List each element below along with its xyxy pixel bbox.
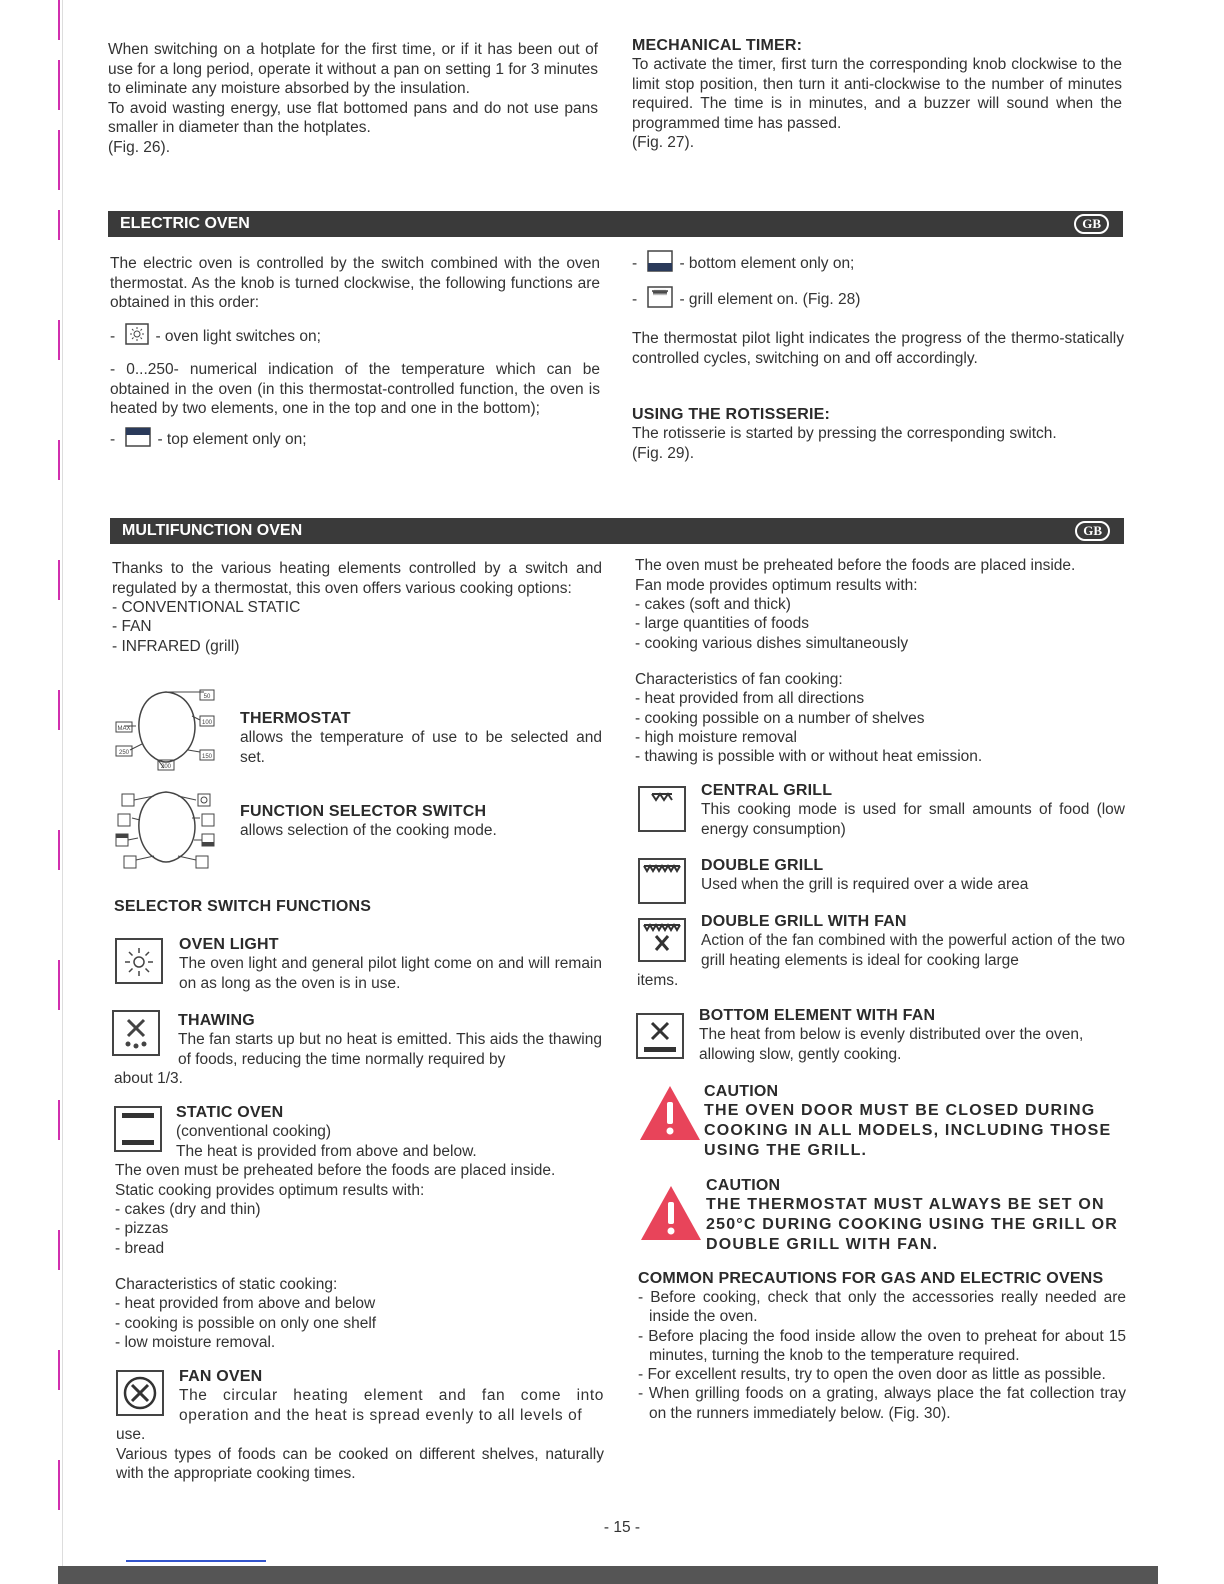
item-grill-element: - - grill element on. (Fig. 28) — [632, 286, 1124, 314]
oven-light-block — [179, 936, 602, 993]
fan-mode-results: Fan mode provides optimum results with: — [635, 576, 918, 594]
oven-light-title: OVEN LIGHT — [179, 936, 279, 953]
central-grill-title: CENTRAL GRILL — [701, 782, 833, 799]
margin-line — [58, 0, 60, 40]
dial-label: 100 — [201, 720, 213, 726]
item-bottom-element: - - bottom element only on; — [632, 250, 1124, 278]
margin-line — [58, 1100, 60, 1140]
rotisserie-fig: (Fig. 29). — [632, 444, 695, 462]
list-item: - heat provided from above and below — [115, 1294, 605, 1313]
thermostat-text: allows the temperature of use to be selected and set. — [240, 729, 602, 766]
thawing-icon — [112, 1010, 160, 1056]
oven-light-text: The oven light and general pilot light come on and will remain on as long as the oven is in use. — [179, 955, 602, 992]
margin-line — [58, 960, 60, 1010]
static-oven-text: The heat is provided from above and below. — [176, 1142, 477, 1160]
bottom-element-fan-block — [699, 1007, 1125, 1064]
grill-icon — [647, 286, 673, 314]
fan-mode-info — [635, 556, 1125, 767]
bottom-element-fan-text: The heat from below is evenly distributed over the oven, allowing slow, gently cooking. — [699, 1026, 1084, 1063]
list-item: - bread — [115, 1239, 605, 1258]
timer-text: To activate the timer, first turn the corresponding knob clockwise to the limit stop position, then turn it anti-clockwise to the number of minutes required. The time is in minutes, and a buzzer will sound when the programmed time has passed. — [632, 56, 1122, 132]
caution-1-text: THE OVEN DOOR MUST BE CLOSED DURING COOKING IN ALL MODELS, INCLUDING THOSE USING THE GRILL. — [704, 1102, 1112, 1159]
margin-line — [58, 1230, 60, 1270]
rotisserie-title: USING THE ROTISSERIE: — [632, 406, 830, 423]
list-item: - pizzas — [115, 1219, 605, 1238]
hotplate-fig: (Fig. 26). — [108, 138, 171, 156]
list-item: - cooking is possible on only one shelf — [115, 1314, 605, 1333]
double-grill-text: Used when the grill is required over a wide area — [701, 876, 1029, 893]
selector-functions-heading: SELECTOR SWITCH FUNCTIONS — [114, 898, 372, 915]
margin-line — [58, 130, 60, 190]
static-oven-sub: (conventional cooking) — [176, 1123, 332, 1140]
fan-preheat: The oven must be preheated before the foods are placed inside. — [635, 557, 1076, 574]
lamp-icon — [125, 323, 149, 351]
fan-results-list — [635, 595, 1125, 653]
dial-label: 150 — [201, 754, 213, 760]
timer-title: MECHANICAL TIMER: — [632, 37, 803, 54]
cooking-option: - FAN — [112, 617, 602, 636]
electric-oven-intro: The electric oven is controlled by the switch combined with the oven thermostat. As the knob is turned clockwise, the following functions are obtained in this order: — [110, 255, 600, 311]
top-element-label: - top element only on; — [157, 430, 307, 448]
central-grill-text: This cooking mode is used for small amounts of food (low energy consumption) — [701, 801, 1125, 838]
thermostat-dial-diagram — [114, 688, 218, 772]
list-item: - low moisture removal. — [115, 1333, 605, 1352]
multifunction-oven-title: MULTIFUNCTION OVEN — [122, 522, 303, 539]
dial-label: MAX — [117, 726, 131, 732]
cooking-option: - CONVENTIONAL STATIC — [112, 598, 602, 617]
list-item: - Before placing the food inside allow the oven to preheat for about 15 minutes, turning the knob to the temperature required. — [638, 1327, 1126, 1366]
caution-2-title: CAUTION — [706, 1177, 781, 1194]
double-grill-fan-icon — [638, 918, 686, 962]
fan-oven-text: The circular heating element and fan come into operation and the heat is spread evenly to all levels of — [179, 1387, 604, 1424]
item-oven-light: - - oven light switches on; — [110, 323, 600, 351]
list-item: - thawing is possible with or without heat emission. — [635, 747, 1125, 766]
margin-line — [58, 690, 60, 730]
gb-badge: GB — [1074, 214, 1109, 234]
margin-line — [58, 560, 60, 600]
fan-char-title: Characteristics of fan cooking: — [635, 670, 843, 688]
margin-line — [58, 1350, 60, 1390]
caution-1-title: CAUTION — [704, 1083, 779, 1100]
fan-oven-tail: use. — [116, 1426, 146, 1443]
static-results: Static cooking provides optimum results with: — [115, 1181, 425, 1199]
fan-char-list — [635, 689, 1125, 766]
selector-desc — [240, 803, 602, 841]
page-number: - 15 - — [603, 1519, 641, 1536]
thermostat-title: THERMOSTAT — [240, 710, 351, 727]
selector-title: FUNCTION SELECTOR SWITCH — [240, 803, 487, 820]
selector-text: allows selection of the cooking mode. — [240, 822, 497, 839]
static-oven-icon — [114, 1106, 162, 1152]
rotisserie-text: The rotisserie is started by pressing the corresponding switch. — [632, 425, 1057, 442]
margin-line — [58, 830, 60, 870]
electric-oven-header — [108, 211, 1123, 237]
multifunction-intro — [112, 559, 602, 656]
dial-label: 250 — [118, 750, 130, 756]
fan-oven-block — [179, 1368, 604, 1425]
list-item: - cooking possible on a number of shelves — [635, 709, 1125, 728]
list-item: - large quantities of foods — [635, 614, 1125, 633]
fan-oven-shelves: Various types of foods can be cooked on different shelves, naturally with the appropriate cooking times. — [116, 1445, 604, 1482]
gb-badge: GB — [1075, 521, 1110, 541]
margin-line — [58, 440, 60, 480]
fan-oven-details — [116, 1425, 604, 1484]
static-preheat: The oven must be preheated before the foods are placed inside. — [115, 1162, 556, 1179]
fan-oven-icon — [116, 1370, 164, 1416]
cooking-options-list — [112, 598, 602, 656]
caution-2 — [706, 1177, 1126, 1255]
central-grill-icon — [638, 786, 686, 832]
hotplate-text-2: To avoid wasting energy, use flat bottomed pans and do not use pans smaller in diameter than the hotplates. — [108, 99, 598, 136]
binding-edge — [62, 0, 63, 1584]
hotplate-section — [108, 40, 598, 157]
margin-line — [58, 60, 60, 110]
dial-label: 50 — [203, 694, 211, 700]
thawing-title: THAWING — [178, 1012, 255, 1029]
cooking-option: - INFRARED (grill) — [112, 637, 602, 656]
timer-section — [632, 37, 1122, 153]
multifunction-intro-text: Thanks to the various heating elements controlled by a switch and regulated by a thermostat, this oven offers various cooking options: — [112, 560, 602, 597]
margin-line — [58, 210, 60, 240]
page-bottom-highlight — [126, 1560, 266, 1562]
item-temperature: - 0...250- numerical indication of the temperature which can be obtained in the oven (in this thermostat-controlled function, the oven is heated by two elements, one in the top and one in the bottom); — [110, 361, 600, 417]
list-item: - Before cooking, check that only the accessories really needed are inside the oven. — [638, 1288, 1126, 1327]
central-grill-block — [701, 782, 1125, 839]
double-grill-block — [701, 857, 1125, 895]
static-oven-title: STATIC OVEN — [176, 1104, 284, 1121]
electric-oven-title: ELECTRIC OVEN — [120, 215, 250, 232]
warning-icon — [639, 1184, 703, 1242]
electric-oven-right — [632, 250, 1124, 463]
list-item: - cooking various dishes simultaneously — [635, 634, 1125, 653]
list-item: - For excellent results, try to open the oven door as little as possible. — [638, 1365, 1126, 1384]
common-precautions — [638, 1270, 1126, 1423]
static-results-list — [115, 1200, 605, 1258]
static-oven-block — [176, 1104, 602, 1161]
lamp-icon — [115, 938, 163, 984]
caution-2-text: THE THERMOSTAT MUST ALWAYS BE SET ON 250°C DURING COOKING USING THE GRILL OR DOUBLE GRILL WITH FAN. — [706, 1196, 1119, 1253]
list-item: - heat provided from all directions — [635, 689, 1125, 708]
bottom-element-fan-icon — [636, 1013, 684, 1059]
margin-line — [58, 320, 60, 360]
dial-label: 200 — [160, 764, 172, 770]
thawing-text: The fan starts up but no heat is emitted. This aids the thawing of foods, reducing the time normally required by — [178, 1031, 602, 1068]
list-item: - cakes (soft and thick) — [635, 595, 1125, 614]
top-element-icon — [125, 427, 151, 453]
double-grill-fan-title: DOUBLE GRILL WITH FAN — [701, 913, 907, 930]
warning-icon — [638, 1084, 702, 1142]
static-char-title: Characteristics of static cooking: — [115, 1275, 338, 1293]
hotplate-text-1: When switching on a hotplate for the first time, or if it has been out of use for a long period, operate it without a pan on setting 1 for 3 minutes to eliminate any moisture absorbed by the insulation. — [108, 41, 598, 97]
thawing-block — [178, 1012, 602, 1069]
thermostat-desc — [240, 710, 602, 767]
double-grill-fan-tail: items. — [637, 972, 679, 989]
static-char-list — [115, 1294, 605, 1352]
double-grill-fan-block — [701, 913, 1125, 970]
item-top-element: - - top element only on; — [110, 427, 600, 453]
fan-oven-title: FAN OVEN — [179, 1368, 263, 1385]
caution-1 — [704, 1083, 1126, 1161]
list-item: - high moisture removal — [635, 728, 1125, 747]
multifunction-oven-header — [110, 518, 1124, 544]
static-oven-details — [115, 1161, 605, 1352]
bottom-element-icon — [647, 250, 673, 278]
precautions-title: COMMON PRECAUTIONS FOR GAS AND ELECTRIC OVENS — [638, 1270, 1104, 1287]
bottom-element-fan-title: BOTTOM ELEMENT WITH FAN — [699, 1007, 936, 1024]
electric-oven-left — [110, 254, 600, 452]
list-item: - cakes (dry and thin) — [115, 1200, 605, 1219]
list-item: - When grilling foods on a grating, always place the fat collection tray on the runners immediately below. (Fig. 30). — [638, 1384, 1126, 1423]
double-grill-title: DOUBLE GRILL — [701, 857, 824, 874]
selector-dial-diagram — [114, 788, 218, 872]
grill-element-label: - grill element on. (Fig. 28) — [679, 290, 861, 308]
thawing-tail: about 1/3. — [114, 1070, 183, 1087]
oven-light-label: - oven light switches on; — [155, 327, 321, 345]
precautions-list — [638, 1288, 1126, 1423]
timer-fig: (Fig. 27). — [632, 134, 695, 151]
margin-line — [58, 1460, 60, 1510]
bottom-element-label: - bottom element only on; — [679, 254, 855, 272]
double-grill-fan-text: Action of the fan combined with the powerful action of the two grill heating elements is ideal for cooking large — [701, 932, 1125, 969]
double-grill-icon — [638, 858, 686, 904]
page-bottom-edge — [58, 1566, 1158, 1584]
thermostat-pilot-text: The thermostat pilot light indicates the progress of the thermo-statically controlled cycles, switching on and off accordingly. — [632, 330, 1124, 367]
